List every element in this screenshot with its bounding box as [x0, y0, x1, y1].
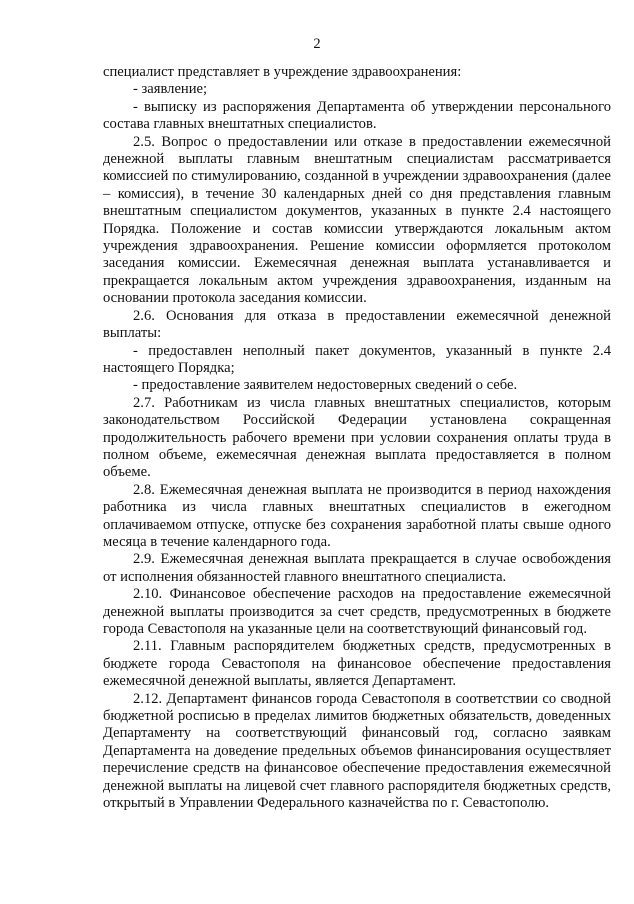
- document-body: [103, 64, 611, 812]
- clause-2-6: 2.6. Основания для отказа в предоставлении ежемесячной денежной выплаты:: [103, 307, 611, 342]
- clause-2-10: 2.10. Финансовое обеспечение расходов на предоставление ежемесячной денежной выплаты производится за счет средств, предусмотренных в бюджете города Севастополя на указанные цели на соответствующий финансовый год.: [103, 586, 611, 637]
- clause-2-8: 2.8. Ежемесячная денежная выплата не производится в период нахождения работника из числа главных внештатных специалистов в ежегодном оплачиваемом отпуске, отпуске без сохранения заработной платы свыше одного месяца в течение календарного года.: [103, 481, 611, 550]
- bullet-item: - заявление;: [133, 81, 208, 98]
- bullet-item: - предоставлен неполный пакет документов, указанный в пункте 2.4 настоящего Порядка;: [103, 342, 611, 376]
- clause-2-9: 2.9. Ежемесячная денежная выплата прекращается в случае освобождения от исполнения обязанностей главного внештатного специалиста.: [103, 551, 611, 585]
- clause-2-12: 2.12. Департамент финансов города Севастополя в соответствии со сводной бюджетной росписью в пределах лимитов бюджетных обязательств, доведенных Департаменту на соответствующий финансовый год, согласно заявкам Департамента на доведение предельных объемов финансирования осуществляет перечисление средств на финансовое обеспечение предоставления ежемесячной денежной выплаты на лицевой счет главного распорядителя бюджетных средств, открытый в Управлении Федерального казначейства по г. Севастополю.: [103, 690, 611, 812]
- clause-2-11: 2.11. Главным распорядителем бюджетных средств, предусмотренных в бюджете города Севастополя на финансовое обеспечение предоставления ежемесячной денежной выплаты, является Департамент.: [103, 638, 611, 690]
- clause-2-5: 2.5. Вопрос о предоставлении или отказе в предоставлении ежемесячной денежной выплаты главным внештатным специалистам рассматривается комиссией по стимулированию, созданной в учреждении здравоохранения (далее – комиссия), в течение 30 календарных дней со дня представления главным внештатным специалистом документов, указанных в пункте 2.4 настоящего Порядка. Положение и состав комиссии утверждаются локальным актом учреждения здравоохранения. Решение комиссии оформляется протоколом заседания комиссии. Ежемесячная денежная выплата устанавливается и прекращается локальным актом учреждения здравоохранения, изданным на основании протокола заседания комиссии.: [103, 133, 611, 307]
- bullet-item: - предоставление заявителем недостоверных сведений о себе.: [133, 377, 518, 394]
- bullet-item: - выписку из распоряжения Департамента об утверждении персонального состава главных внештатных специалистов.: [103, 98, 611, 133]
- paragraph: специалист представляет в учреждение здравоохранения:: [103, 64, 462, 80]
- clause-2-7: 2.7. Работникам из числа главных внештатных специалистов, которым законодательством Российской Федерации установлена сокращенная продолжительность рабочего времени при условии сохранения оплаты труда в полном объеме, ежемесячная денежная выплата предоставляется в полном объеме.: [103, 394, 611, 481]
- page-number: 2: [313, 36, 321, 52]
